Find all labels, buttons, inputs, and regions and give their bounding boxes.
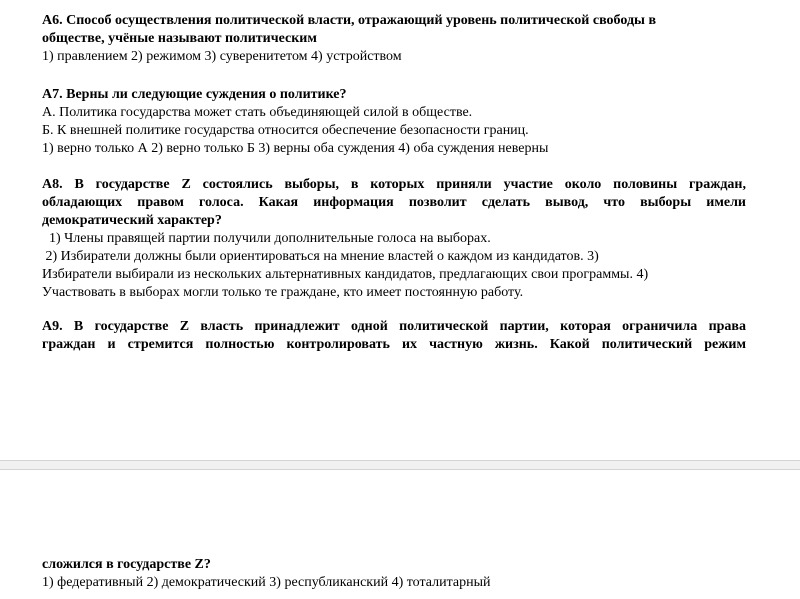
question-a6-answers: 1) правлением 2) режимом 3) суверенитетом 4) устройством	[42, 49, 402, 64]
question-a9-answers: 1) федеративный 2) демократический 3) республиканский 4) тоталитарный	[42, 575, 491, 590]
question-a7-statement-b: Б. К внешней политике государства относится обеспечение безопасности границ.	[42, 123, 529, 138]
question-a8-answer-line-1: 1) Члены правящей партии получили дополнительные голоса на выборах.	[42, 231, 491, 246]
question-a8-answer-line-3: Избиратели выбирали из нескольких альтернативных кандидатов, предлагающих свои программы. 4)	[42, 267, 649, 282]
question-a7-statement-a: А. Политика государства может стать объединяющей силой в обществе.	[42, 105, 473, 120]
question-a8-title-line-1: А8. В государстве Z состоялись выборы, в которых приняли участие около половины граждан,	[42, 177, 746, 192]
question-a7-answers: 1) верно только А 2) верно только Б 3) верны оба суждения 4) оба суждения неверны	[42, 141, 549, 156]
document-page-2	[0, 470, 800, 599]
question-a9-title-line-3: сложился в государстве Z?	[42, 557, 211, 572]
question-a6-title-line-1: А6. Способ осуществления политической власти, отражающий уровень политической свободы в	[42, 13, 657, 28]
question-a8-answer-line-2: 2) Избиратели должны были ориентироваться на мнение властей о каждом из кандидатов. 3)	[42, 249, 599, 264]
question-a8-title-line-3: демократический характер?	[42, 213, 222, 228]
question-a8-title-line-2: обладающих правом голоса. Какая информация позволит сделать вывод, что выборы имели	[42, 195, 746, 210]
question-a9-title-line-1: А9. В государстве Z власть принадлежит одной политической партии, которая ограничила права	[42, 319, 746, 334]
question-a6-title-line-2: обществе, учёные называют политическим	[42, 31, 317, 46]
question-a9-title-line-2: граждан и стремится полностью контролировать их частную жизнь. Какой политический режим	[42, 337, 746, 352]
question-a8-answer-line-4: Участвовать в выборах могли только те граждане, кто имеет постоянную работу.	[42, 285, 524, 300]
page-break	[0, 460, 800, 470]
question-a7-title: А7. Верны ли следующие суждения о политике?	[42, 87, 347, 102]
